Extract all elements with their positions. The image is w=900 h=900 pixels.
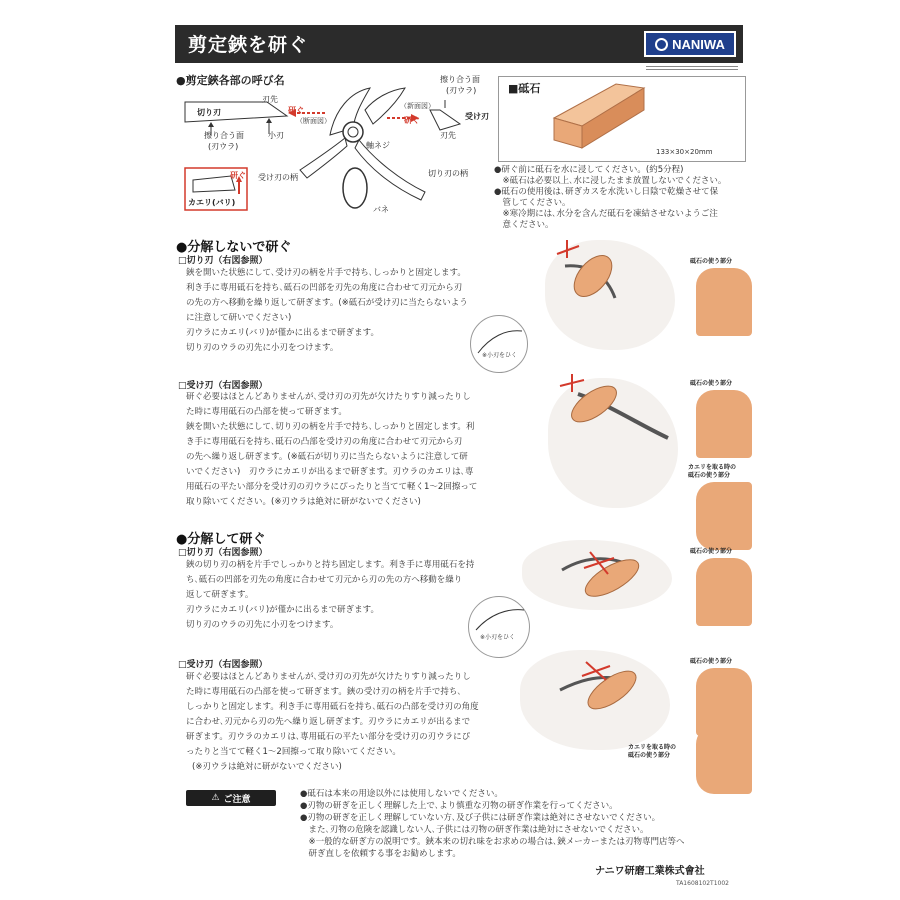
burr-label-b-1: カエリを取る時の	[628, 744, 677, 751]
whetstone-note-2: ※砥石は必要以上､水に浸したまま放置しないでください。	[494, 176, 727, 186]
label-receive-blade: 受け刃	[465, 112, 489, 121]
small-blade-inset-b-label: ※小刃をひく	[480, 634, 516, 641]
stone-swatch-a3	[696, 482, 752, 550]
section-a-cut-line-4: に注意して研いでください)	[186, 313, 292, 323]
brand-name: NANIWA	[672, 36, 725, 52]
whetstone-note-5: ※寒冷期には､水分を含んだ砥石を凍結させないようご注	[494, 209, 718, 219]
document-code: TA1608102T1002	[676, 880, 729, 887]
section-a-cut-line-5: 刃ウラにカエリ(バリ)が僅かに出るまで研ぎます。	[186, 328, 379, 338]
label-mating-surface-right: 擦り合う面	[440, 75, 480, 84]
page-title: 剪定鋏を研ぐ	[188, 34, 309, 56]
section-b-receive-line-1: 研ぐ必要はほとんどありませんが､受け刃の刃先が欠けたりすり減ったりし	[186, 672, 471, 682]
section-a-cut-line-1: 鋏を開いた状態にして､受け刃の柄を片手で持ち､しっかりと固定します。	[186, 268, 466, 278]
notice-badge-label: ご注意	[223, 794, 251, 805]
label-cut-blade: 切り刃	[197, 108, 221, 117]
small-blade-inset-b-drawing	[468, 596, 530, 658]
section-a-receive-line-5: の先へ繰り返し研ぎます。(※砥石が切り刃に当たらないように注意して研	[186, 452, 468, 462]
section-a-heading: ●分解しないで研ぐ	[176, 240, 292, 255]
label-receive-handle: 受け刃の柄	[258, 173, 298, 182]
notice-line-1: ●砥石は本来の用途以外には使用しないでください。	[300, 789, 503, 799]
label-blade-tip-right: 刃先	[440, 131, 456, 140]
section-b-cut-title: □切り刃（右図参照）	[178, 548, 268, 558]
section-a-receive-line-8: 取り除いてください。(※刃ウラは絶対に研がないでください)	[186, 497, 421, 507]
section-b-receive-line-3: しっかりと固定します。利き手に専用砥石を持ち､砥石の凸部を受け刃の角度	[186, 702, 479, 712]
stone-swatch-b3	[696, 726, 752, 794]
notice-line-2: ●刃物の研ぎを正しく理解した上で､より慎重な刃物の研ぎ作業を行ってください。	[300, 801, 618, 811]
whetstone-illustration	[548, 78, 648, 150]
photo-b2-overlay	[520, 650, 670, 750]
company-name: ナニワ研磨工業株式會社	[595, 866, 705, 877]
notice-line-4: また､刃物の危険を認識しない人､子供には刃物の研ぎ作業は絶対にさせないでください。	[300, 825, 649, 835]
label-burr-sharpen: 研ぐ	[230, 171, 246, 180]
whetstone-heading: ■砥石	[508, 82, 541, 95]
whetstone-note-1: ●研ぐ前に砥石を水に浸してください。(約5分程)	[494, 165, 684, 175]
brand-logo	[644, 31, 736, 57]
small-blade-inset-a-drawing	[470, 315, 528, 373]
warning-icon: ⚠	[211, 793, 220, 803]
label-blade-back: (刃ウラ)	[208, 142, 239, 151]
label-cut-handle: 切り刃の柄	[428, 169, 468, 178]
section-b-cut-line-5: 切り刃のウラの刃先に小刃をつけます。	[186, 620, 339, 630]
burr-label-b-2: 砥石の使う部分	[628, 752, 671, 759]
stone-label-a1: 砥石の使う部分	[690, 258, 733, 265]
section-b-receive-line-5: 研ぎます。刃ウラのカエリは､専用砥石の平たい部分を受け刃の刃ウラにぴ	[186, 732, 471, 742]
section-b-receive-line-6: ったりと当てて軽く1～2回擦って取り除いてください。	[186, 747, 401, 757]
section-a-cut-line-6: 切り刃のウラの刃先に小刃をつけます。	[186, 343, 339, 353]
label-sharpen-right: 研ぐ	[404, 116, 420, 125]
section-a-receive-line-6: いでください) 刃ウラにカエリが出るまで研ぎます。刃ウラのカエリは､専	[186, 467, 474, 477]
section-b-receive-line-7: (※刃ウラは絶対に研がないでください)	[192, 762, 342, 772]
section-a-receive-line-2: た時に専用砥石の凸部を使って研ぎます。	[186, 407, 347, 417]
brand-mark-icon	[655, 38, 668, 51]
label-blade-tip: 刃先	[262, 95, 278, 104]
section-b-cut-line-1: 鋏の切り刃の柄を片手でしっかりと持ち固定します。利き手に専用砥石を持	[186, 560, 475, 570]
section-b-receive-line-4: に合わせ､刃元から刃の先へ繰り返し研ぎます。刃ウラにカエリが出るまで	[186, 717, 471, 727]
parts-heading: ●剪定鋏各部の呼び名	[176, 74, 285, 87]
stone-label-a2: 砥石の使う部分	[690, 380, 733, 387]
photo-a2-overlay	[548, 374, 688, 464]
section-a-receive-title: □受け刃（右図参照）	[178, 381, 268, 391]
stone-swatch-a1	[696, 268, 752, 336]
label-blade-back-right: (刃ウラ)	[446, 86, 477, 95]
section-b-heading: ●分解して研ぐ	[176, 532, 266, 547]
section-b-cut-line-3: 返して研ぎます。	[186, 590, 254, 600]
photo-a1-overlay	[545, 236, 685, 346]
brand-underline	[646, 66, 738, 70]
photo-b1-overlay	[522, 540, 672, 610]
whetstone-note-3: ●砥石の使用後は､研ぎカスを水洗いし日陰で乾燥させて保	[494, 187, 719, 197]
notice-badge	[186, 790, 276, 806]
whetstone-note-4: 管してください。	[494, 198, 571, 208]
label-small-blade: 小刃	[268, 131, 284, 140]
section-a-cut-line-3: の先の方へ移動を繰り返して研ぎます。(※砥石が受け刃に当たらないよう	[186, 298, 468, 308]
stone-label-b2: 砥石の使う部分	[690, 658, 733, 665]
notice-line-5: ※一般的な研ぎ方の説明です。鋏本来の切れ味をお求めの場合は､鋏メーカーまたは刃物専門店等へ	[300, 837, 685, 847]
whetstone-size: 133×30×20mm	[656, 148, 713, 156]
section-a-cut-title: □切り刃（右図参照）	[178, 256, 268, 266]
label-burr: カエリ(バリ)	[188, 198, 236, 207]
section-a-cut-line-2: 利き手に専用砥石を持ち､砥石の凹部を刃先の角度に合わせて刃元から刃	[186, 283, 463, 293]
section-b-receive-line-2: た時に専用砥石の凸部を使って研ぎます。鋏の受け刃の柄を片手で持ち､	[186, 687, 462, 697]
label-pivot-screw: 軸ネジ	[366, 141, 390, 150]
section-a-receive-line-7: 用砥石の平たい部分を受け刃の刃ウラにぴったりと当てて軽く1～2回擦って	[186, 482, 478, 492]
burr-label-a-2: 砥石の使う部分	[688, 472, 731, 479]
stone-label-b1: 砥石の使う部分	[690, 548, 733, 555]
small-blade-inset-a-label: ※小刃をひく	[482, 352, 518, 359]
label-spring: バネ	[373, 205, 389, 214]
label-mating-surface: 擦り合う面	[204, 131, 244, 140]
notice-line-3: ●刃物の研ぎを正しく理解していない方､及び子供には研ぎ作業は絶対にさせないでください。	[300, 813, 661, 823]
label-cross-section-left: （断面図）	[296, 117, 331, 125]
stone-swatch-b1	[696, 558, 752, 626]
stone-swatch-a2	[696, 390, 752, 458]
notice-line-6: 研ぎ直しを依頼する事をお勧めします。	[300, 849, 461, 859]
section-a-receive-line-1: 研ぐ必要はほとんどありませんが､受け刃の刃先が欠けたりすり減ったりし	[186, 392, 471, 402]
section-b-cut-line-2: ち､砥石の凹部を刃先の角度に合わせて刃元から刃の先の方へ移動を繰り	[186, 575, 463, 585]
whetstone-note-6: 意ください。	[494, 220, 554, 230]
label-sharpen-left: 研ぐ	[288, 106, 304, 115]
section-a-receive-line-3: 鋏を開いた状態にして､切り刃の柄を片手で持ち､しっかりと固定します。利	[186, 422, 475, 432]
burr-label-a-1: カエリを取る時の	[688, 464, 737, 471]
section-b-cut-line-4: 刃ウラにカエリ(バリ)が僅かに出るまで研ぎます。	[186, 605, 379, 615]
section-a-receive-line-4: き手に専用砥石を持ち､砥石の凸部を受け刃の角度に合わせて刃元から刃	[186, 437, 463, 447]
label-cross-section-right: （新面図）	[400, 102, 435, 110]
section-b-receive-title: □受け刃（右図参照）	[178, 660, 268, 670]
